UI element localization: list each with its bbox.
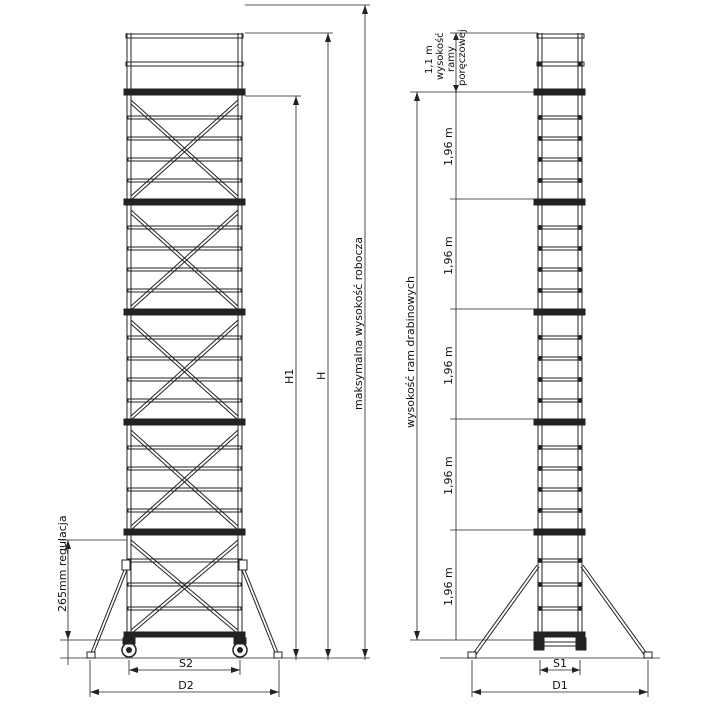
side-rung-joint [538, 378, 542, 382]
side-rung [539, 378, 581, 381]
side-rung-joint [578, 399, 582, 403]
side-rung-joint [578, 179, 582, 183]
guardrail-height-word3: poręczowej [457, 29, 468, 86]
side-bottom-frame [534, 632, 585, 637]
h-label: H [315, 371, 328, 380]
side-rung-joint [578, 467, 582, 471]
side-rung-joint [538, 488, 542, 492]
front-platforms [124, 89, 245, 535]
front-view-scaffold [87, 33, 282, 658]
side-rung-joint [578, 116, 582, 120]
side-wheels [534, 638, 586, 650]
front-rung [128, 357, 241, 360]
side-rung [539, 446, 581, 449]
side-rung-joint [578, 289, 582, 293]
side-rung-joint [578, 268, 582, 272]
side-rung-joint [578, 509, 582, 513]
guardrail-height-word1: wysokość [435, 32, 446, 80]
side-rung-joint [538, 467, 542, 471]
side-rung-joint [538, 446, 542, 450]
side-rung-joint [538, 509, 542, 513]
side-view-scaffold [468, 33, 652, 658]
side-rung-joint [538, 357, 542, 361]
side-guardrail [537, 34, 584, 66]
side-rung [539, 137, 581, 140]
front-rungs [128, 116, 241, 610]
s2-label: S2 [179, 657, 193, 670]
side-rung-joint [578, 583, 582, 587]
front-rung [128, 289, 241, 292]
d2-label: D2 [178, 679, 194, 692]
front-guardrail [126, 34, 243, 66]
front-rung [128, 467, 241, 470]
side-rung-joint [578, 137, 582, 141]
side-rung-joint [538, 289, 542, 293]
d1-label: D1 [552, 679, 568, 692]
side-rung [539, 226, 581, 229]
side-rung [539, 357, 581, 360]
s1-label: S1 [553, 657, 567, 670]
front-diagonal-braces [131, 100, 238, 634]
side-rung-joint [538, 137, 542, 141]
segment-height-label: 1,96 m [442, 127, 455, 166]
side-rung-joint [538, 247, 542, 251]
front-rung [128, 378, 241, 381]
front-rung [128, 179, 241, 182]
side-rung-joint [538, 336, 542, 340]
side-rung-joint [578, 357, 582, 361]
side-rung [539, 607, 581, 610]
side-rung-joint [578, 378, 582, 382]
side-rung-joint [538, 399, 542, 403]
side-rung [539, 116, 581, 119]
side-rung-joint [578, 158, 582, 162]
side-rungs [538, 116, 582, 611]
side-rung [539, 158, 581, 161]
front-rung [128, 559, 241, 562]
side-rung [539, 509, 581, 512]
front-wheels [122, 638, 247, 657]
guardrail-height-word2: ramy [446, 46, 457, 72]
side-rung-joint [578, 488, 582, 492]
side-rung-joint [578, 226, 582, 230]
side-rung [539, 583, 581, 586]
front-rung [128, 247, 241, 250]
side-rung [539, 289, 581, 292]
side-rung-joint [538, 607, 542, 611]
max-working-height-label: maksymalna wysokość robocza [352, 236, 365, 410]
side-rung [539, 268, 581, 271]
side-rung-joint [578, 446, 582, 450]
side-rung-joint [578, 247, 582, 251]
side-rung [539, 488, 581, 491]
front-rung [128, 268, 241, 271]
side-rung-joint [578, 336, 582, 340]
side-rung [539, 467, 581, 470]
side-rung [539, 247, 581, 250]
side-rung-joint [578, 559, 582, 563]
side-rung-joint [538, 559, 542, 563]
segment-height-label: 1,96 m [442, 346, 455, 385]
front-rung [128, 509, 241, 512]
guardrail-height-value: 1,1 m [424, 45, 435, 74]
front-outriggers [87, 560, 282, 658]
side-rung-joint [538, 268, 542, 272]
front-bottom-frame [124, 632, 245, 637]
front-rung [128, 399, 241, 402]
segment-height-label: 1,96 m [442, 456, 455, 495]
ladder-frames-height-label: wysokość ram drabinowych [404, 276, 417, 428]
segment-height-label: 1,96 m [442, 236, 455, 275]
front-rung [128, 158, 241, 161]
adjustment-label: 265mm regulacja [56, 515, 69, 612]
side-rung-joint [538, 226, 542, 230]
h1-label: H1 [283, 368, 296, 384]
side-rung-joint [538, 583, 542, 587]
side-rung-joint [538, 116, 542, 120]
side-rung-joint [578, 607, 582, 611]
side-rung-joint [538, 158, 542, 162]
segment-height-label: 1,96 m [442, 567, 455, 606]
front-dimension-lines [60, 5, 370, 697]
side-rung [539, 399, 581, 402]
front-rung [128, 137, 241, 140]
side-rung [539, 179, 581, 182]
front-rung [128, 488, 241, 491]
front-rung [128, 607, 241, 610]
side-rung [539, 336, 581, 339]
side-rung-joint [538, 179, 542, 183]
side-rung [539, 559, 581, 562]
